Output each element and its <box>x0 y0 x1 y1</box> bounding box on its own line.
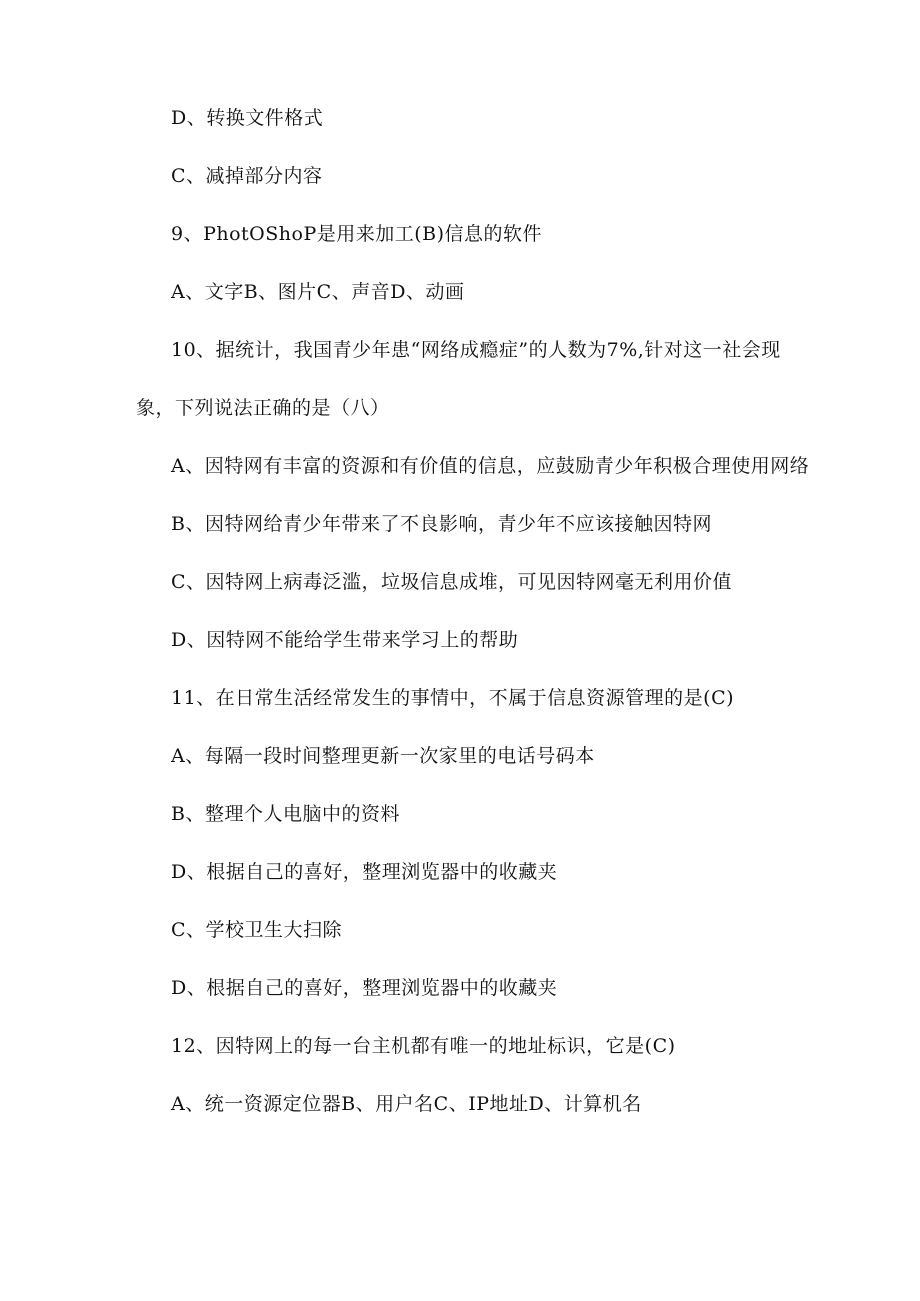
question-10-option-c: C、因特网上病毒泛滥，垃圾信息成堆，可见因特网毫无利用价值 <box>171 571 733 593</box>
question-9: 9、PhotOShoP是用来加工(B)信息的软件 <box>171 223 543 245</box>
question-10-option-a: A、因特网有丰富的资源和有价值的信息，应鼓励青少年积极合理使用网络 <box>171 455 810 477</box>
question-9-options: A、文字B、图片C、声音D、动画 <box>171 281 465 303</box>
question-10-option-d: D、因特网不能给学生带来学习上的帮助 <box>171 629 519 651</box>
question-11-option-d: D、根据自己的喜好，整理浏览器中的收藏夹 <box>171 861 558 883</box>
question-11: 11、在日常生活经常发生的事情中，不属于信息资源管理的是(C) <box>171 687 735 709</box>
question-12-options: A、统一资源定位器B、用户名C、IP地址D、计算机名 <box>171 1093 642 1115</box>
question-11-option-b: B、整理个人电脑中的资料 <box>171 803 400 825</box>
question-12: 12、因特网上的每一台主机都有唯一的地址标识，它是(C) <box>171 1035 676 1057</box>
question-10-line-2: 象，下列说法正确的是（八） <box>136 397 390 419</box>
question-11-option-a: A、每隔一段时间整理更新一次家里的电话号码本 <box>171 745 595 767</box>
question-10-line-1: 10、据统计，我国青少年患“网络成瘾症”的人数为7%,针对这一社会现 <box>171 339 781 361</box>
option-d-convert-format: D、转换文件格式 <box>171 107 324 129</box>
option-c-cut-content: C、减掉部分内容 <box>171 165 323 187</box>
question-11-option-d-repeat: D、根据自己的喜好，整理浏览器中的收藏夹 <box>171 977 558 999</box>
question-10-option-b: B、因特网给青少年带来了不良影响，青少年不应该接触因特网 <box>171 513 712 535</box>
question-11-option-c: C、学校卫生大扫除 <box>171 919 343 941</box>
